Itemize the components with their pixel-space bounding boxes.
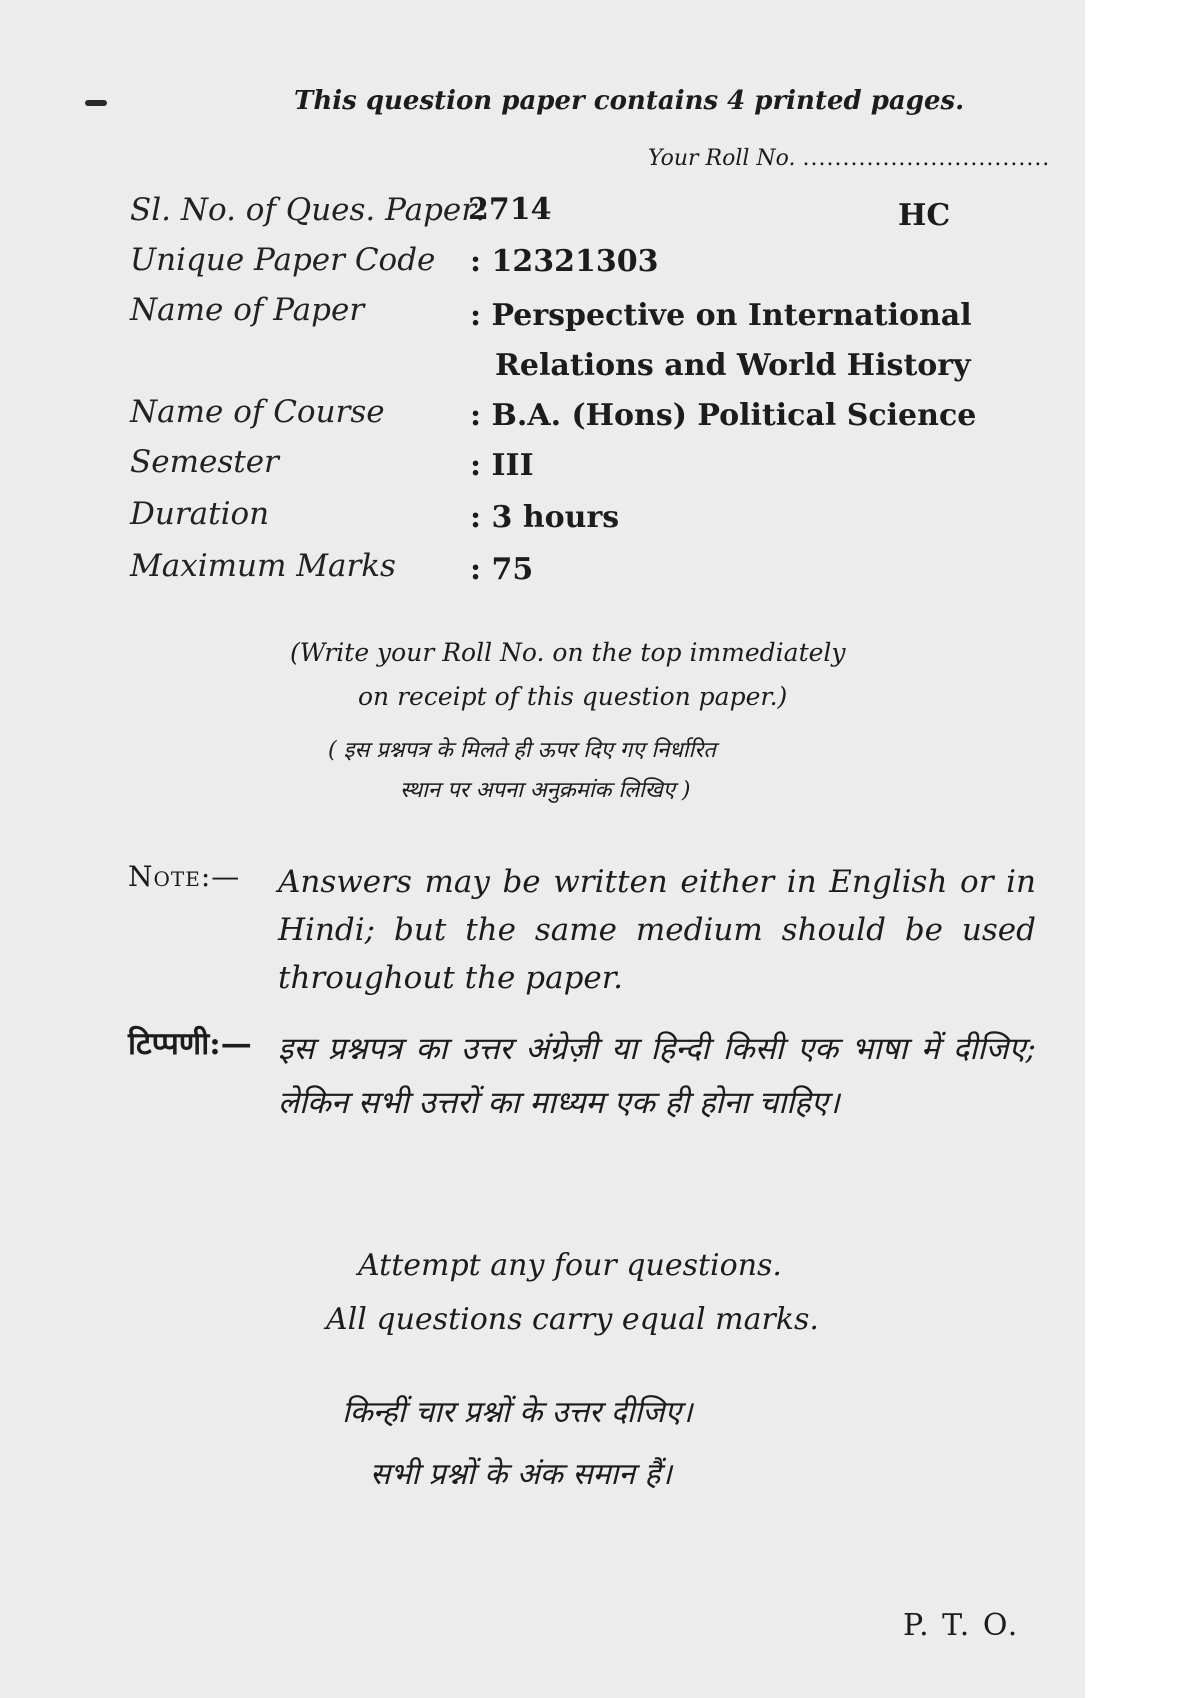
serial-number-label: Sl. No. of Ques. Paper:	[130, 192, 487, 228]
note-label: Note:—	[128, 860, 241, 893]
semester-label: Semester	[130, 444, 279, 480]
name-of-paper-value: : Perspective on International	[470, 298, 972, 333]
duration-label: Duration	[130, 496, 270, 532]
name-of-course-label: Name of Course	[130, 394, 385, 430]
roll-number-blank: ...............................	[802, 146, 1051, 171]
maximum-marks-value: : 75	[470, 552, 534, 587]
roll-instruction-line1: (Write your Roll No. on the top immediately	[290, 638, 846, 667]
name-of-paper-label: Name of Paper	[130, 292, 365, 328]
unique-paper-code-value: : 12321303	[470, 244, 659, 279]
maximum-marks-label: Maximum Marks	[130, 548, 396, 584]
hindi-note-text: इस प्रश्नपत्र का उत्तर अंग्रेज़ी या हिन्दी किसी एक भाषा में दीजिए; लेकिन सभी उत्तरों का माध्यम एक ही होना चाहिए।	[278, 1031, 1036, 1121]
roll-instruction-line2: on receipt of this question paper.)	[358, 682, 788, 711]
hindi-roll-instruction-line2: स्थान पर अपना अनुक्रमांक लिखिए )	[400, 778, 691, 803]
attempt-instruction: Attempt any four questions.	[358, 1248, 782, 1283]
scan-mark	[85, 100, 107, 106]
hindi-roll-instruction-line1: ( इस प्रश्नपत्र के मिलते ही ऊपर दिए गए निर्धारित	[328, 738, 716, 763]
serial-number-value: 2714	[468, 192, 552, 227]
name-of-paper-value-line2: Relations and World History	[495, 348, 971, 383]
duration-value: : 3 hours	[470, 500, 620, 535]
hindi-equal-marks-instruction: सभी प्रश्नों के अंक समान हैं।	[370, 1457, 672, 1492]
unique-paper-code-label: Unique Paper Code	[130, 242, 436, 278]
equal-marks-instruction: All questions carry equal marks.	[326, 1302, 819, 1337]
note-text: Answers may be written either in English or in Hindi; but the same medium should be used throughout the paper.	[278, 864, 1036, 996]
paper-set-code: HC	[898, 198, 951, 233]
hindi-attempt-instruction: किन्हीं चार प्रश्नों के उत्तर दीजिए।	[342, 1395, 693, 1430]
printed-pages-line: This question paper contains 4 printed pages.	[294, 86, 965, 116]
roll-number-field	[648, 146, 1050, 171]
roll-number-label: Your Roll No.	[648, 146, 796, 171]
please-turn-over: P. T. O.	[903, 1608, 1020, 1643]
name-of-course-value: : B.A. (Hons) Political Science	[470, 398, 977, 433]
hindi-note-label: टिप्पणी:—	[128, 1026, 252, 1062]
semester-value: : III	[470, 448, 534, 483]
